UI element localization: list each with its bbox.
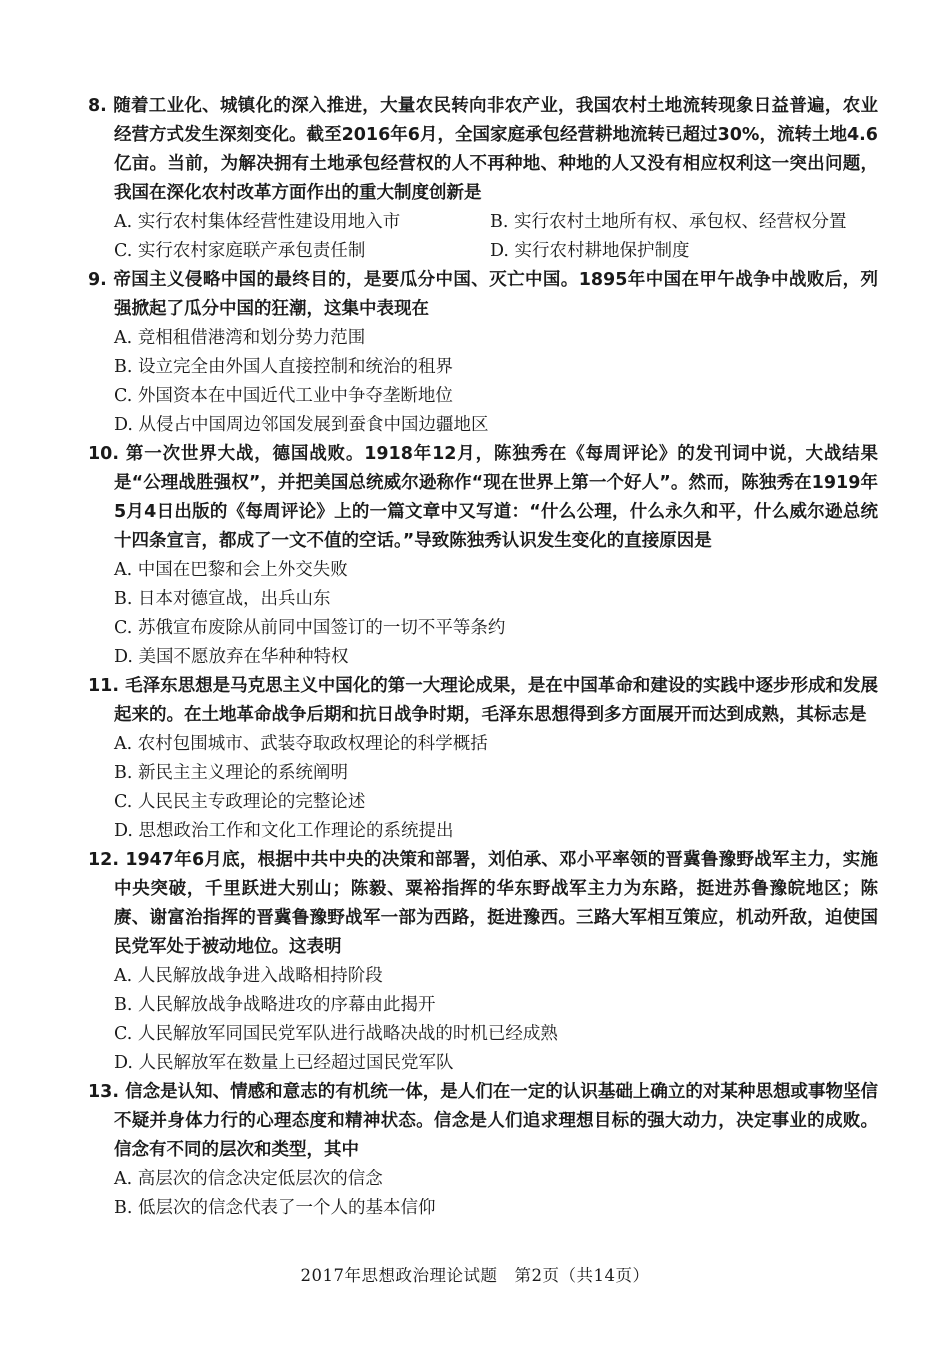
option-d: D. 思想政治工作和文化工作理论的系统提出 <box>114 821 454 841</box>
question-11 <box>88 672 878 846</box>
option-d: D. 从侵占中国周边邻国发展到蚕食中国边疆地区 <box>114 415 489 435</box>
option-b: B. 日本对德宣战，出兵山东 <box>114 589 331 609</box>
option-c: C. 人民解放军同国民党军队进行战略决战的时机已经成熟 <box>114 1024 558 1044</box>
option-a: A. 竞相租借港湾和划分势力范围 <box>114 328 366 348</box>
option-c: C. 外国资本在中国近代工业中争夺垄断地位 <box>114 386 453 406</box>
option-a: A. 实行农村集体经营性建设用地入市 <box>114 212 401 232</box>
option-d: D. 实行农村耕地保护制度 <box>490 241 690 261</box>
option-a: A. 中国在巴黎和会上外交失败 <box>114 560 348 580</box>
option-c: C. 人民民主专政理论的完整论述 <box>114 792 366 812</box>
option-b: B. 低层次的信念代表了一个人的基本信仰 <box>114 1198 436 1218</box>
question-stem: 12. 1947年6月底，根据中共中央的决策和部署，刘伯承、邓小平率领的晋冀鲁豫野战军主力，实施中央突破，千里跃进大别山；陈毅、粟裕指挥的华东野战军主力为东路，挺进苏鲁豫皖地区；陈赓、谢富治指挥的晋冀鲁豫野战军一部为西路，挺进豫西。三路大军相互策应，机动歼敌，迫使国民党军处于被动地位。这表明 <box>88 850 878 957</box>
option-b: B. 人民解放战争战略进攻的序幕由此揭开 <box>114 995 436 1015</box>
question-stem: 11. 毛泽东思想是马克思主义中国化的第一大理论成果，是在中国革命和建设的实践中逐步形成和发展起来的。在土地革命战争后期和抗日战争时期，毛泽东思想得到多方面展开而达到成熟，其标志是 <box>88 676 878 725</box>
question-stem: 8. 随着工业化、城镇化的深入推进，大量农民转向非农产业，我国农村土地流转现象日益普遍，农业经营方式发生深刻变化。截至2016年6月，全国家庭承包经营耕地流转已超过30%，流转土地4.6亿亩。当前，为解决拥有土地承包经营权的人不再种地、种地的人又没有相应权利这一突出问题，我国在深化农村改革方面作出的重大制度创新是 <box>88 96 878 203</box>
option-b: B. 设立完全由外国人直接控制和统治的租界 <box>114 357 453 377</box>
option-b: B. 实行农村土地所有权、承包权、经营权分置 <box>490 212 847 232</box>
exam-page <box>88 92 878 1223</box>
question-10 <box>88 440 878 672</box>
question-stem: 10. 第一次世界大战，德国战败。1918年12月，陈独秀在《每周评论》的发刊词中说，大战结果是“公理战胜强权”，并把美国总统威尔逊称作“现在世界上第一个好人”。然而，陈独秀在1919年5月4日出版的《每周评论》上的一篇文章中又写道：“什么公理，什么永久和平，什么威尔逊总统十四条宣言，都成了一文不值的空话。”导致陈独秀认识发生变化的直接原因是 <box>88 444 878 551</box>
option-list <box>88 208 878 266</box>
option-c: C. 实行农村家庭联产承包责任制 <box>114 241 366 261</box>
option-list <box>88 324 878 440</box>
option-list <box>88 556 878 672</box>
option-c: C. 苏俄宣布废除从前同中国签订的一切不平等条约 <box>114 618 506 638</box>
page-footer: 2017年思想政治理论试题 第2页（共14页） <box>300 1266 650 1285</box>
option-a: A. 人民解放战争进入战略相持阶段 <box>114 966 383 986</box>
option-list <box>88 1165 878 1223</box>
option-a: A. 农村包围城市、武装夺取政权理论的科学概括 <box>114 734 488 754</box>
question-8 <box>88 92 878 266</box>
option-d: D. 美国不愿放弃在华种种特权 <box>114 647 349 667</box>
question-stem: 13. 信念是认知、情感和意志的有机统一体，是人们在一定的认识基础上确立的对某种思想或事物坚信不疑并身体力行的心理态度和精神状态。信念是人们追求理想目标的强大动力，决定事业的成败。信念有不同的层次和类型，其中 <box>88 1082 878 1160</box>
question-stem: 9. 帝国主义侵略中国的最终目的，是要瓜分中国、灭亡中国。1895年中国在甲午战争中战败后，列强掀起了瓜分中国的狂潮，这集中表现在 <box>88 270 878 319</box>
option-b: B. 新民主主义理论的系统阐明 <box>114 763 348 783</box>
question-12 <box>88 846 878 1078</box>
option-list <box>88 730 878 846</box>
option-a: A. 高层次的信念决定低层次的信念 <box>114 1169 383 1189</box>
question-13 <box>88 1078 878 1223</box>
option-list <box>88 962 878 1078</box>
question-9 <box>88 266 878 440</box>
option-d: D. 人民解放军在数量上已经超过国民党军队 <box>114 1053 454 1073</box>
